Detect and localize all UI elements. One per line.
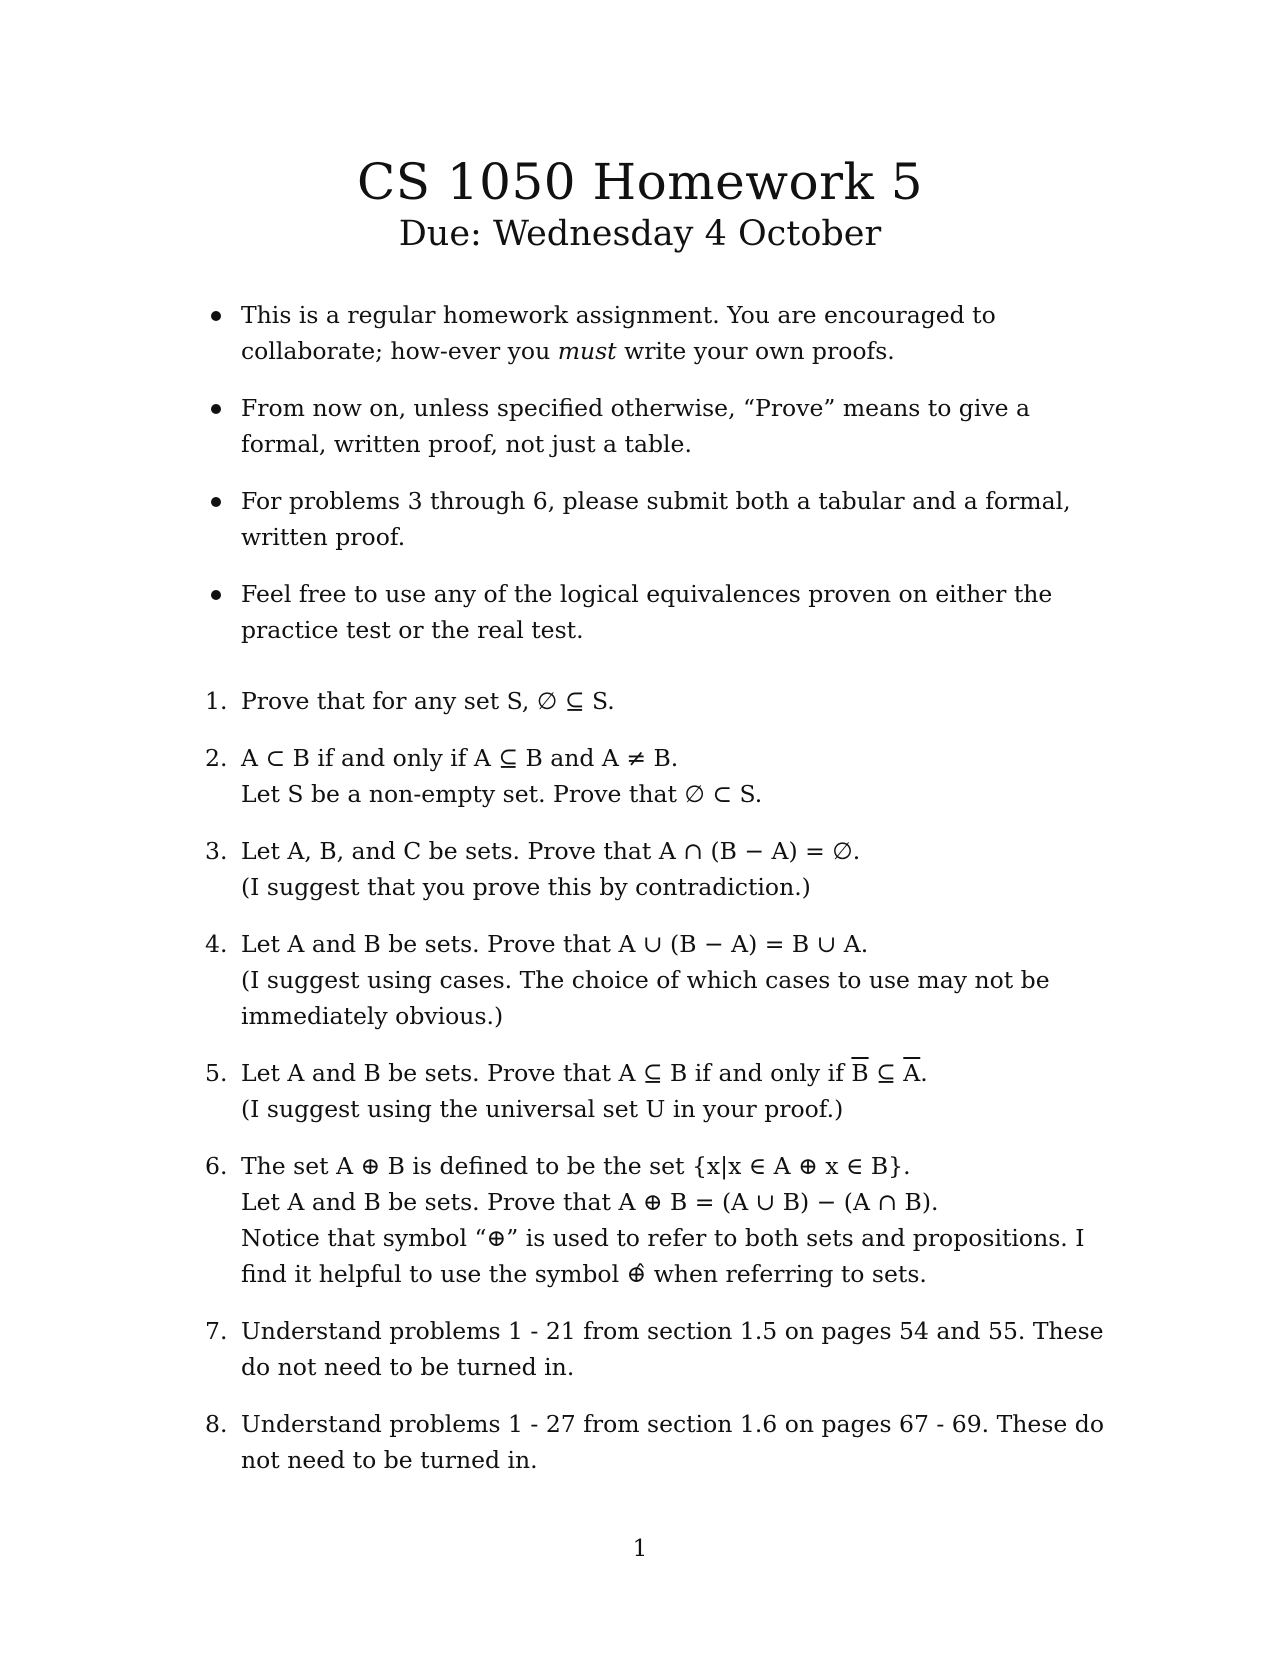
problem-6 [205, 1148, 1105, 1292]
instructions-list [205, 297, 1105, 669]
problem-text: Let S be a non-empty set. Prove that ∅ ⊂ S. [241, 780, 763, 808]
due-date: Due: Wednesday 4 October [398, 214, 882, 254]
problem-5 [205, 1055, 1105, 1127]
problem-hint: (I suggest using cases. The choice of which cases to use may not be immediately obvious.) [241, 966, 1050, 1030]
problem-number: 3. [205, 837, 228, 865]
complement-a: $\overline{A}$ [903, 1059, 921, 1087]
problem-text: Let A, B, and C be sets. Prove that A ∩ (B − A) = ∅. [241, 837, 861, 865]
page-number: 1 [632, 1536, 648, 1562]
bullet-icon [211, 497, 221, 507]
problem-3 [205, 833, 1105, 905]
problem-8 [205, 1406, 1105, 1478]
subset-symbol: ⊆ [868, 1059, 904, 1087]
problem-number: 1. [205, 687, 228, 715]
problem-text: The set A ⊕ B is defined to be the set {x|x ∈ A ⊕ x ∈ B}. [241, 1152, 911, 1180]
problem-7 [205, 1313, 1105, 1385]
page-title: CS 1050 Homework 5 [356, 153, 924, 211]
problem-text: Let A and B be sets. Prove that A ∪ (B − A) = B ∪ A. [241, 930, 869, 958]
instruction-item [205, 576, 1105, 648]
problem-text-part: Let A and B be sets. Prove that A ⊆ B if and only if [241, 1059, 852, 1087]
problem-hint: (I suggest using the universal set U in your proof.) [241, 1095, 844, 1123]
bullet-icon [211, 311, 221, 321]
instruction-item [205, 483, 1105, 555]
problem-text: Let A and B be sets. Prove that A ⊕ B = (A ∪ B) − (A ∩ B). [241, 1188, 939, 1216]
complement-b: $\overline{B}$ [851, 1059, 869, 1087]
problem-note: Notice that symbol “⊕” is used to refer to both sets and propositions. I find it helpful to use the symbol ⊕̂ when referring to sets. [241, 1224, 1085, 1288]
problem-text: A ⊂ B if and only if A ⊆ B and A ≠ B. [241, 744, 679, 772]
problem-text: Understand problems 1 - 21 from section 1.5 on pages 54 and 55. These do not need to be turned in. [241, 1317, 1104, 1381]
problem-list [205, 683, 1105, 1499]
instruction-text: From now on, unless specified otherwise, “Prove” means to give a formal, written proof, not just a table. [241, 394, 1031, 458]
problem-text: Prove that for any set S, ∅ ⊆ S. [241, 687, 615, 715]
instruction-text: This is a regular homework assignment. You are encouraged to collaborate; how-ever you [241, 301, 996, 365]
instruction-text: For problems 3 through 6, please submit both a tabular and a formal, written proof. [241, 487, 1071, 551]
problem-text: Understand problems 1 - 27 from section 1.6 on pages 67 - 69. These do not need to be turned in. [241, 1410, 1104, 1474]
bullet-icon [211, 404, 221, 414]
problem-text [241, 1055, 1105, 1091]
problem-hint: (I suggest that you prove this by contradiction.) [241, 873, 811, 901]
problem-number: 6. [205, 1152, 228, 1180]
emphasis-text: must [557, 337, 617, 365]
problem-number: 7. [205, 1317, 228, 1345]
bullet-icon [211, 590, 221, 600]
problem-1 [205, 683, 1105, 719]
instruction-text: write your own proofs. [616, 337, 895, 365]
problem-number: 5. [205, 1059, 228, 1087]
instruction-item [205, 390, 1105, 462]
period: . [920, 1059, 928, 1087]
instruction-text: Feel free to use any of the logical equivalences proven on either the practice test or the real test. [241, 580, 1053, 644]
problem-number: 2. [205, 744, 228, 772]
instruction-item [205, 297, 1105, 369]
problem-4 [205, 926, 1105, 1034]
problem-number: 4. [205, 930, 228, 958]
problem-number: 8. [205, 1410, 228, 1438]
problem-2 [205, 740, 1105, 812]
